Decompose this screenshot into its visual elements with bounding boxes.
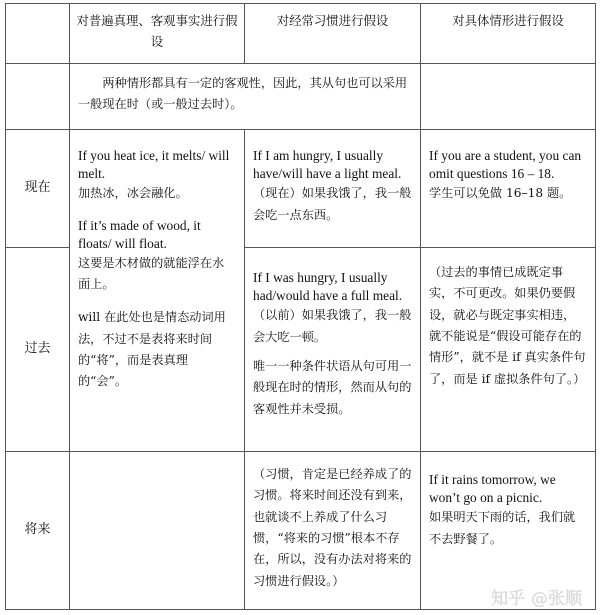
habit-present-cn: （现在）如果我饿了，我一般会吃一点东西。 (253, 186, 412, 222)
header-habit: 对经常习惯进行假设 (245, 4, 421, 64)
truth-example-2-en: If it’s made of wood, it floats/ will float. (78, 217, 201, 251)
header-specific-situation: 对具体情形进行假设 (421, 4, 596, 64)
specific-present-cn: 学生可以免做 16–18 题。 (429, 186, 572, 201)
grammar-table (5, 3, 596, 610)
specific-past-note: （过去的事情已成既定事实，不可更改。如果仍要假设，就必与既定事实相违，就不能说是“假设可能存在的情形”，就不是 if 真实条件句了，而是 if 虚拟条件句了。） (421, 248, 596, 452)
row-label-past: 过去 (6, 248, 70, 452)
habit-future-note: （习惯，肯定是已经养成了的习惯。将来时间还没有到来，也就谈不上养成了什么习惯，“将来的习惯”根本不存在，所以，没有办法对将来的习惯进行假设。） (245, 452, 421, 610)
habit-present-en: If I am hungry, I usually have/will have a light meal. (253, 148, 402, 182)
row-label-present: 现在 (6, 130, 70, 248)
habit-past-en: If I was hungry, I usually had/would have a full meal. (253, 270, 403, 304)
cell-universal-future-empty (70, 452, 245, 610)
row-label-future: 将来 (6, 452, 70, 610)
specific-present-en: If you are a student, you can omit questions 16 – 18. (429, 148, 582, 182)
cell-universal-truth (70, 130, 245, 452)
zhihu-watermark: 知乎 @张顺 (491, 589, 582, 609)
habit-past-note: 唯一一种条件状语从句可用一般现在时的情形，然而从句的客观性并未受损。 (253, 358, 412, 416)
specific-future-cn: 如果明天下雨的话，我们就不去野餐了。 (429, 510, 576, 546)
header-universal-truth: 对普遍真理、客观事实进行假设 (70, 4, 245, 64)
corner-cell (6, 4, 70, 64)
note-empty-cell (421, 64, 596, 130)
note-corner-cell (6, 64, 70, 130)
truth-example-1-en: If you heat ice, it melts/ will melt. (78, 148, 230, 182)
truth-example-2-cn: 这要是木材做的就能浮在水面上。 (78, 255, 225, 292)
cell-habit-present (245, 130, 421, 248)
truth-example-1-cn: 加热冰，冰会融化。 (78, 186, 188, 201)
will-modal-note: will 在此处也是情态动词用法，不过不是表将来时间的“将”，而是表真理的“会”。 (78, 310, 226, 389)
cell-specific-present (421, 130, 596, 248)
specific-future-en: If it rains tomorrow, we won’t go on a picnic. (429, 472, 556, 506)
habit-past-cn: （以前）如果我饿了，我一般会大吃一顿。 (253, 308, 412, 344)
cell-habit-past (245, 248, 421, 452)
objectivity-note: 两种情形都具有一定的客观性，因此，其从句也可以采用一般现在时（或一般过去时）。 (70, 64, 421, 130)
